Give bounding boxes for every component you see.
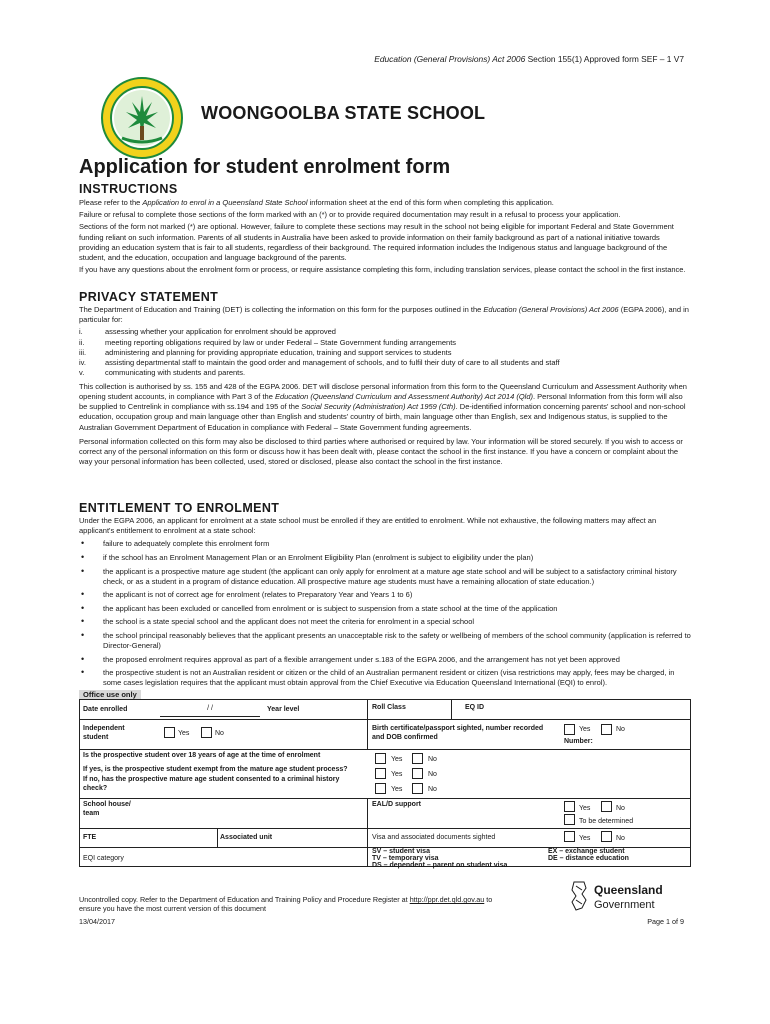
- privacy-purpose-list: [79, 327, 691, 377]
- list-item: i. assessing whether your application for enrolment should be approved: [79, 327, 336, 337]
- fte-label: FTE: [83, 834, 97, 841]
- consent-yes-checkbox[interactable]: [375, 783, 386, 794]
- school-name: WOONGOOLBA STATE SCHOOL: [201, 103, 486, 123]
- eald-no-label: No: [616, 805, 625, 812]
- exempt-no-label: No: [428, 771, 437, 778]
- qld-wordmark: Queensland: [594, 883, 663, 897]
- queensland-government-logo: [570, 878, 690, 914]
- visa-documents-label: Visa and associated documents sighted: [372, 834, 496, 841]
- birth-cert-no-label: No: [616, 726, 625, 733]
- consent-no-checkbox[interactable]: [412, 783, 423, 794]
- list-item: • the applicant has been excluded or cancelled from enrolment or is subject to suspension from a state school at the time of the application: [79, 604, 691, 614]
- consent-yes-label: Yes: [391, 786, 403, 793]
- eald-tbd-label: To be determined: [579, 818, 634, 825]
- privacy-section: [79, 305, 691, 470]
- ppr-link[interactable]: http://ppr.det.qld.gov.au: [409, 895, 485, 904]
- date-enrolled-label: Date enrolled: [83, 706, 128, 713]
- independent-no-checkbox[interactable]: [201, 727, 212, 738]
- privacy-paragraph: The Department of Education and Training (DET) is collecting the information on this form for the purposes outlined in the Education (General Provisions) Act 2006 (EGPA 2006), and in particular for:: [79, 305, 689, 325]
- list-item: • the school is a state special school and the applicant does not meet the criteria for enrolment in a special school: [79, 617, 691, 627]
- visa-codes-left: SV – student visa TV – temporary visa DS – dependent – parent on student visa: [372, 848, 508, 869]
- list-item: • if the school has an Enrolment Management Plan or an Enrolment Eligibility Plan (enrolment is subject to eligibility under the plan): [79, 553, 691, 563]
- independent-student-label: Independent student: [83, 725, 125, 741]
- entitlement-section: [79, 516, 691, 692]
- over-18-question: Is the prospective student over 18 years of age at the time of enrolment: [83, 752, 321, 759]
- exempt-no-checkbox[interactable]: [412, 768, 423, 779]
- school-crest-logo: [100, 76, 184, 160]
- birth-certificate-label: Birth certificate/passport sighted, number recorded and DOB confirmed: [372, 725, 544, 741]
- over-18-no-checkbox[interactable]: [412, 753, 423, 764]
- instructions-paragraph: Sections of the form not marked (*) are optional. However, failure to complete these sections may result in the school not being eligible for important Federal and State Government funding reliant on such information. Parents of all students in Australia have been asked to provide information on their family background as part of a national initiative towards providing an education system that is fair to all students, regardless of their background. The required information includes the Indigenous status and language background of the student, and the education, occupation and language background of the parents.: [79, 222, 674, 263]
- form-reference: Education (General Provisions) Act 2006 Section 155(1) Approved form SEF – 1 V7: [374, 54, 684, 64]
- roll-class-label: Roll Class: [372, 704, 406, 711]
- privacy-heading: PRIVACY STATEMENT: [79, 290, 219, 304]
- list-item: • the applicant is a prospective mature age student (the applicant can only apply for enrolment at a mature age state school and will be subject to a satisfactory criminal history check, or as a student in a program of distance education. All prospective mature age students must have a remaining allocation of state education.): [79, 567, 691, 587]
- instructions-section: [79, 198, 691, 277]
- visa-yes-checkbox[interactable]: [564, 831, 575, 842]
- independent-yes-label: Yes: [178, 730, 190, 737]
- list-item: iv. assisting departmental staff to maintain the good order and management of schools, and to fulfil their duty of care to all students and staff: [79, 357, 560, 367]
- instructions-heading: INSTRUCTIONS: [79, 182, 178, 196]
- privacy-paragraph: This collection is authorised by ss. 155 and 428 of the EGPA 2006. DET will disclose personal information from this form to the Queensland Curriculum and Assessment Authority when opening student accounts, in compliance with Part 3 of the Education (Queensland Curriculum and Assessment Authority) Act 2014 (Qld). Personal Information from this form will also be supplied to Centrelink in compliance with ss.194 and 195 of the Social Security (Administration) Act 1959 (Cth). De-identified information concerning parents' school and non-school education, occupation group and main language other than English and students' country of birth, main language other than English, sex and Indigenous status, is supplied to the Australian Government Department of Education in compliance with Federal – State Government funding agreements.: [79, 381, 687, 432]
- visa-no-checkbox[interactable]: [601, 831, 612, 842]
- birth-cert-yes-checkbox[interactable]: [564, 724, 575, 735]
- exempt-yes-checkbox[interactable]: [375, 768, 386, 779]
- consent-no-label: No: [428, 786, 437, 793]
- exempt-yes-label: Yes: [391, 771, 403, 778]
- privacy-paragraph: Personal information collected on this form may also be disclosed to third parties where authorised or required by law. Your information will be stored securely. If you wish to access or correct any of the personal information on this form or discuss how it has been dealt with, please contact the school in the first instance. If you have a concern or complaint about the way your personal information has been collected, used, stored or disclosed, please also contact the school in the first instance.: [79, 436, 683, 467]
- exempt-question: If yes, is the prospective student exempt from the mature age student process? If no, has the prospective mature age student consented to a criminal history check?: [83, 766, 348, 792]
- visa-yes-label: Yes: [579, 835, 591, 842]
- eald-no-checkbox[interactable]: [601, 801, 612, 812]
- instructions-paragraph: Please refer to the Application to enrol in a Queensland State School information sheet at the end of this form when completing this application.: [79, 198, 554, 207]
- list-item: • the applicant is not of correct age for enrolment (relates to Preparatory Year and Years 1 to 6): [79, 590, 691, 600]
- entitlement-list: [79, 539, 691, 688]
- visa-no-label: No: [616, 835, 625, 842]
- list-item: • the prospective student is not an Australian resident or citizen or the child of an Australian permanent resident or citizen (visa restrictions may apply, fees may be charged, in some cases legislation requires that the applicant must obtain approval from the Chief Executive via Education Queensland International (EQI) to enrol).: [79, 668, 691, 688]
- eald-yes-checkbox[interactable]: [564, 801, 575, 812]
- list-item: • failure to adequately complete this enrolment form: [79, 539, 691, 549]
- over-18-yes-label: Yes: [391, 756, 403, 763]
- entitlement-heading: ENTITLEMENT TO ENROLMENT: [79, 501, 280, 515]
- independent-no-label: No: [215, 730, 224, 737]
- over-18-yes-checkbox[interactable]: [375, 753, 386, 764]
- year-level-label: Year level: [267, 706, 300, 713]
- birth-cert-yes-label: Yes: [579, 726, 591, 733]
- office-use-tag: Office use only: [79, 690, 141, 699]
- page-number: Page 1 of 9: [647, 917, 684, 926]
- school-house-label: School house/ team: [83, 801, 131, 817]
- uncontrolled-copy-notice: Uncontrolled copy. Refer to the Department of Education and Training Policy and Procedure Register at http://ppr.det.qld.gov.au to ensure you have the most current version of this document: [79, 895, 493, 913]
- instructions-paragraph: If you have any questions about the enrolment form or process, or require assistance completing this form, including translation services, please contact the school in the first instance.: [79, 265, 686, 275]
- list-item: • the proposed enrolment requires approval as part of a flexible arrangement under s.183 of the EGPA 2006, and the arrangement has not yet been approved: [79, 655, 691, 665]
- eq-id-label: EQ ID: [465, 704, 485, 711]
- list-item: v. communicating with students and parents.: [79, 367, 246, 377]
- birth-cert-number-label: Number:: [564, 738, 593, 745]
- independent-yes-checkbox[interactable]: [164, 727, 175, 738]
- eald-support-label: EAL/D support: [372, 801, 421, 808]
- instructions-paragraph: Failure or refusal to complete those sections of the form marked with an (*) or to provide required documentation may result in a refusal to process your application.: [79, 210, 621, 220]
- office-use-table: [79, 699, 691, 867]
- list-item: • the school principal reasonably believes that the applicant presents an unacceptable risk to the safety or wellbeing of members of the school community (application is referred to Director-General): [79, 631, 691, 651]
- birth-cert-no-checkbox[interactable]: [601, 724, 612, 735]
- date-enrolled-field[interactable]: / /: [160, 705, 260, 717]
- entitlement-intro: Under the EGPA 2006, an applicant for enrolment at a state school must be enrolled if they are entitled to enrolment. While not exhaustive, the following matters may affect an applicant's entitlement to enrolment at a state school:: [79, 516, 657, 536]
- associated-unit-label: Associated unit: [220, 834, 273, 841]
- eald-tbd-checkbox[interactable]: [564, 814, 575, 825]
- government-wordmark: Government: [594, 899, 655, 911]
- over-18-no-label: No: [428, 756, 437, 763]
- document-date: 13/04/2017: [79, 917, 115, 926]
- list-item: ii. meeting reporting obligations required by law or under Federal – State Government funding arrangements: [79, 337, 457, 347]
- page-title: Application for student enrolment form: [79, 156, 451, 178]
- eald-yes-label: Yes: [579, 805, 591, 812]
- visa-codes-right: EX – exchange student DE – distance education: [548, 848, 629, 862]
- list-item: iii. administering and planning for providing appropriate education, training and support services to students: [79, 347, 452, 357]
- eqi-category-label: EQI category: [83, 855, 124, 862]
